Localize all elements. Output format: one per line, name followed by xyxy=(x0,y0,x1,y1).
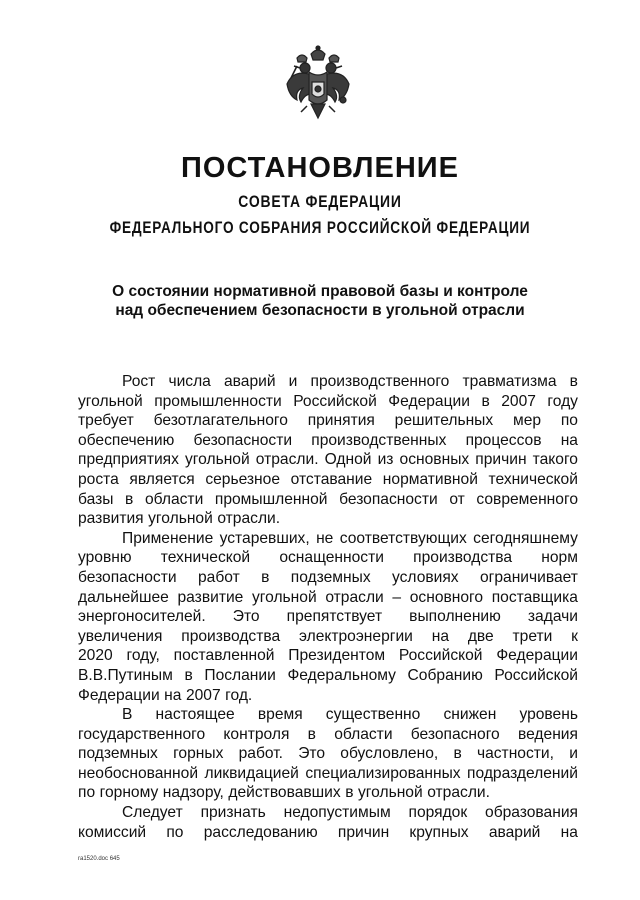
body-word: производства xyxy=(181,627,281,645)
body-word: отрасли. xyxy=(217,510,281,528)
body-word: принятия xyxy=(307,412,375,430)
body-word: Рост xyxy=(122,373,156,390)
body-word: году, xyxy=(126,647,160,665)
body-word: порядок xyxy=(408,804,468,822)
body-word: травматизма xyxy=(462,373,557,390)
body-word: угольной xyxy=(148,510,213,528)
body-line xyxy=(78,803,578,823)
body-word: настоящее xyxy=(155,706,235,724)
body-word: в xyxy=(453,745,462,763)
subject-line: О состоянии нормативной правовой базы и контроле xyxy=(112,283,528,300)
body-word: контроля xyxy=(223,725,290,743)
body-word: частности, xyxy=(476,745,554,763)
body-word: государственного xyxy=(78,725,206,743)
body-line xyxy=(78,686,578,706)
body-word: угольной xyxy=(78,392,143,410)
body-word: увеличения xyxy=(78,627,163,645)
body-word: отрасли xyxy=(325,588,384,606)
body-word: технической xyxy=(160,549,251,567)
body-line xyxy=(78,509,578,529)
body-word: угольной xyxy=(358,784,423,802)
body-word: отрасли. xyxy=(255,451,319,469)
body-word: надзору, xyxy=(162,784,224,802)
body-word: причин xyxy=(337,823,390,841)
body-word: Российской xyxy=(494,666,578,684)
body-word: по xyxy=(78,784,96,802)
body-word: Российской xyxy=(398,647,483,665)
body-line xyxy=(78,431,578,451)
body-word: выполнению xyxy=(409,608,501,626)
body-word: необоснованной xyxy=(78,764,199,782)
body-word: год. xyxy=(225,686,253,704)
body-word: обеспечению xyxy=(78,431,175,449)
body-word: причин xyxy=(475,451,527,469)
body-word: В xyxy=(122,706,133,724)
body-word: области xyxy=(334,725,393,743)
body-word: устаревших, xyxy=(219,529,310,547)
body-word: является xyxy=(129,470,195,488)
body-word: решительных xyxy=(394,412,494,430)
body-word: недопустимым xyxy=(283,804,391,822)
body-word: серьезное xyxy=(205,470,281,488)
body-word: к xyxy=(571,627,578,645)
body-word: работ xyxy=(197,568,240,586)
body-word: существенно xyxy=(325,706,421,724)
body-word: время xyxy=(257,706,303,724)
document-type: ПОСТАНОВЛЕНИЕ xyxy=(181,152,459,184)
body-word: промышленности xyxy=(154,392,282,410)
body-word: снижен xyxy=(443,706,497,724)
body-word: в xyxy=(125,490,134,508)
body-word: производства xyxy=(413,549,513,567)
body-word: обусловлено, xyxy=(340,745,439,763)
body-word: основных xyxy=(399,451,470,469)
body-word: развитие xyxy=(177,588,244,606)
body-word: на xyxy=(560,823,578,841)
body-word: работ. xyxy=(238,745,283,763)
body-word: году xyxy=(547,392,578,410)
body-word: поставленной xyxy=(173,647,275,665)
body-word: уровень xyxy=(519,706,578,724)
body-word: условиях xyxy=(392,568,459,586)
body-word: сегодняшнему xyxy=(473,529,578,547)
body-word: современного xyxy=(476,490,578,508)
body-word: 2007 xyxy=(185,686,221,704)
body-word: области xyxy=(144,490,204,508)
body-word: Президентом xyxy=(288,647,386,665)
body-word: в xyxy=(569,373,578,390)
body-word: мер xyxy=(512,412,542,430)
body-line xyxy=(78,470,578,490)
body-word: образования xyxy=(485,804,578,822)
body-line xyxy=(78,607,578,627)
footer-file-reference: ra1520.doc 645 xyxy=(78,856,120,862)
body-word: нормативной xyxy=(382,470,478,488)
body-word: предприятиях xyxy=(78,451,179,469)
body-word: оснащенности xyxy=(279,549,384,567)
body-word: норм xyxy=(541,549,578,567)
body-word: Это xyxy=(298,745,326,763)
body-word: В.В.Путиным xyxy=(78,666,173,684)
body-line xyxy=(78,450,578,470)
body-word: уровню xyxy=(78,549,132,567)
coat-of-arms-icon xyxy=(283,44,353,128)
body-line xyxy=(78,666,578,686)
body-line xyxy=(78,783,578,803)
body-line xyxy=(78,548,578,568)
body-line xyxy=(78,392,578,412)
body-line xyxy=(78,823,578,843)
body-word: Одной xyxy=(324,451,372,469)
body-word: комиссий xyxy=(78,823,147,841)
body-word: поставщика xyxy=(491,588,578,606)
body-line xyxy=(78,372,578,392)
body-word: требует xyxy=(78,412,134,430)
body-word: технической xyxy=(488,470,578,488)
body-line xyxy=(78,705,578,725)
body-word: по xyxy=(560,412,578,430)
body-word: и xyxy=(569,745,578,763)
body-word: Следует xyxy=(122,804,183,822)
body-line xyxy=(78,490,578,510)
body-word: специализированных xyxy=(305,764,461,782)
body-word: безотлагательного xyxy=(153,412,288,430)
body-word: Это xyxy=(232,608,260,626)
body-word: Российской xyxy=(293,392,377,410)
body-word: от xyxy=(449,490,465,508)
body-word: угольной xyxy=(185,451,250,469)
body-word: Федерации xyxy=(388,392,470,410)
body-word: трети xyxy=(512,627,553,645)
body-word: роста xyxy=(78,470,119,488)
body-word: энергоносителей. xyxy=(78,608,206,626)
body-word: в xyxy=(345,784,354,802)
body-word: ведения xyxy=(517,725,578,743)
body-word: отрасли. xyxy=(427,784,490,802)
body-word: развития xyxy=(78,510,144,528)
body-word: угольной xyxy=(251,588,317,606)
body-word: Послании xyxy=(204,666,276,684)
body-word: аварий xyxy=(223,373,276,390)
body-word: безопасности xyxy=(78,568,177,586)
body-word: базы xyxy=(78,490,114,508)
body-word: Федеральному xyxy=(287,666,396,684)
body-word: расследованию xyxy=(203,823,318,841)
body-word: ограничивает xyxy=(479,568,578,586)
body-word: промышленной xyxy=(214,490,328,508)
body-line xyxy=(78,744,578,764)
issuer-line-1: СОВЕТА ФЕДЕРАЦИИ xyxy=(238,192,402,211)
body-word: Федерации xyxy=(78,686,160,704)
body-word: безопасности xyxy=(193,431,293,449)
body-line xyxy=(78,627,578,647)
body-word: производственного xyxy=(310,373,450,390)
body-word: подземных xyxy=(78,745,158,763)
body-word: из xyxy=(377,451,394,469)
body-line xyxy=(78,588,578,608)
body-word: в xyxy=(481,392,490,410)
body-word: в xyxy=(261,568,270,586)
subject-line: над обеспечением безопасности в угольной отрасли xyxy=(115,302,525,319)
body-word: на xyxy=(431,627,449,645)
body-word: крупных xyxy=(409,823,469,841)
body-word: в xyxy=(184,666,193,684)
body-word: ликвидацией xyxy=(204,764,299,782)
body-line xyxy=(78,568,578,588)
body-line xyxy=(78,529,578,549)
body-word: подземных xyxy=(290,568,371,586)
body-word: не xyxy=(316,529,334,547)
issuer-line-2: ФЕДЕРАЛЬНОГО СОБРАНИЯ РОССИЙСКОЙ ФЕДЕРАЦИИ xyxy=(109,218,531,237)
body-word: отставание xyxy=(290,470,373,488)
body-word: такого xyxy=(532,451,578,469)
body-word: Федерации xyxy=(496,647,578,665)
body-word: основного xyxy=(409,588,484,606)
body-word: признать xyxy=(200,804,266,822)
body-word: и xyxy=(288,373,298,390)
body-word: числа xyxy=(168,373,211,390)
body-word: соответствующих xyxy=(339,529,467,547)
body-word: две xyxy=(467,627,494,645)
body-word: Применение xyxy=(122,529,214,547)
body-word: Собранию xyxy=(407,666,483,684)
body-word: на xyxy=(560,431,578,449)
body-word: действовавших xyxy=(228,784,341,802)
body-word: 2007 xyxy=(501,392,536,410)
document-body xyxy=(78,372,578,842)
body-word: аварий xyxy=(488,823,541,841)
body-word: – xyxy=(392,588,402,606)
body-word: производственных xyxy=(311,431,447,449)
body-word: безопасного xyxy=(410,725,500,743)
body-word: горных xyxy=(173,745,224,763)
body-line xyxy=(78,725,578,745)
body-word: 2020 xyxy=(78,647,113,665)
document-subject xyxy=(60,282,580,320)
body-word: препятствует xyxy=(286,608,383,626)
body-word: дальнейшее xyxy=(78,588,169,606)
body-word: электроэнергии xyxy=(298,627,413,645)
body-line xyxy=(78,646,578,666)
body-word: безопасности xyxy=(339,490,438,508)
body-word: процессов xyxy=(465,431,542,449)
body-line xyxy=(78,411,578,431)
body-word: горному xyxy=(99,784,159,802)
body-word: задачи xyxy=(527,608,578,626)
body-line xyxy=(78,764,578,784)
body-word: на xyxy=(164,686,182,704)
body-word: подразделений xyxy=(467,764,578,782)
body-word: по xyxy=(166,823,184,841)
body-word: в xyxy=(307,725,316,743)
